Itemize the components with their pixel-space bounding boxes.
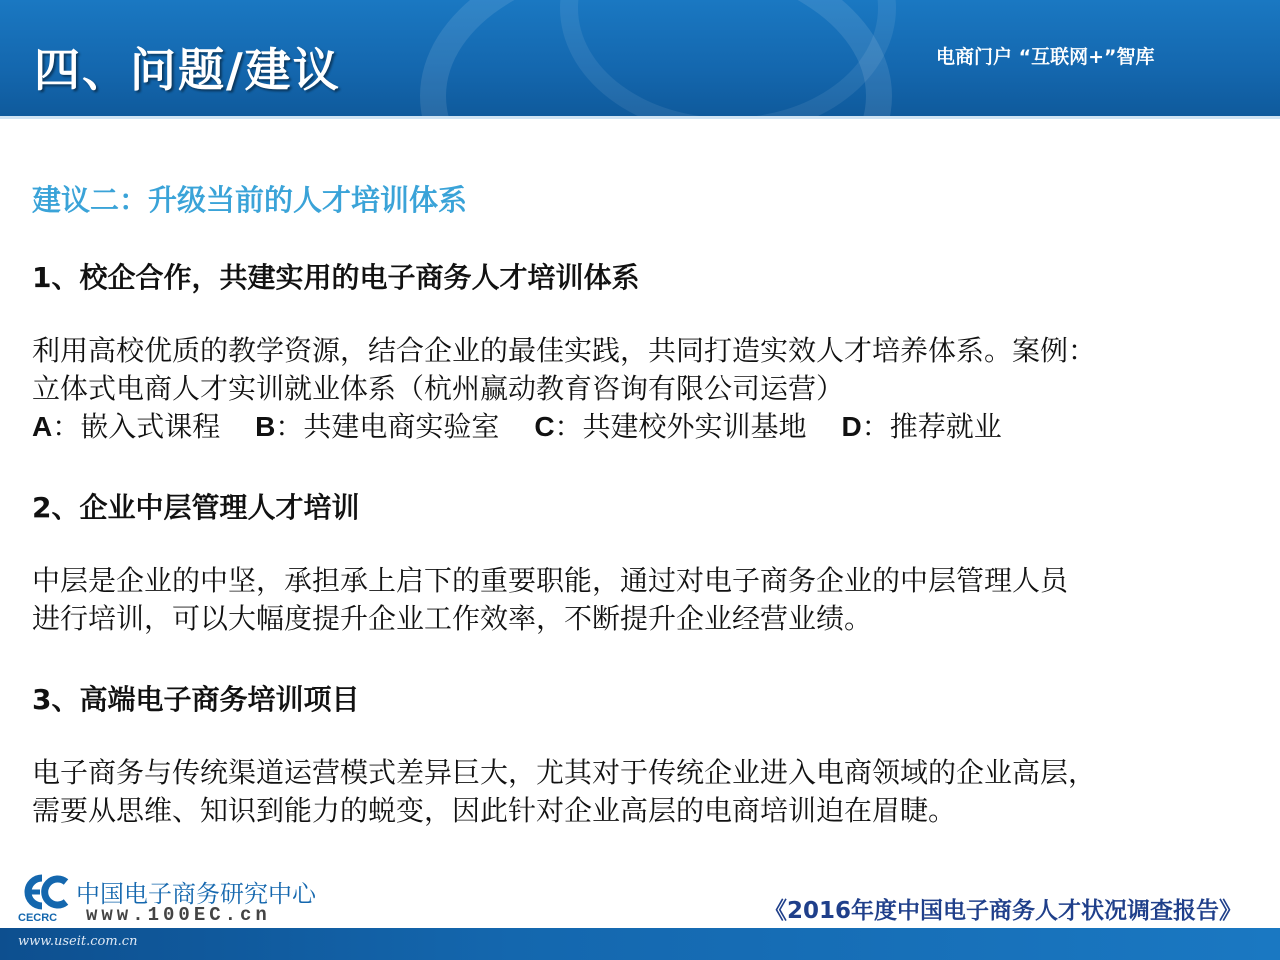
section-heading-3: 3、高端电子商务培训项目 [32, 683, 360, 716]
body-line: 中层是企业的中坚，承担承上启下的重要职能，通过对电子商务企业的中层管理人员 [32, 564, 1069, 597]
body-line: 立体式电商人才实训就业体系（杭州赢动教育咨询有限公司运营） [32, 372, 845, 405]
cecrc-logo [16, 872, 316, 926]
section-body-2 [32, 562, 1252, 638]
logo-abbreviation: CECRC [18, 912, 58, 924]
case-item-b: B：共建电商实验室 [255, 410, 500, 443]
body-line: 电子商务与传统渠道运营模式差异巨大，尤其对于传统企业进入电商领域的企业高层， [32, 756, 1097, 789]
case-item-d: D：推荐就业 [841, 410, 1002, 443]
case-items [32, 408, 1252, 446]
header-banner [0, 0, 1280, 116]
bottom-bar [0, 928, 1280, 960]
report-title: 《2016年度中国电子商务人才状况调查报告》 [764, 898, 1243, 924]
watermark: www.useit.com.cn [18, 934, 138, 949]
case-item-c: C：共建校外实训基地 [534, 410, 807, 443]
section-heading-1: 1、校企合作，共建实用的电子商务人才培训体系 [32, 261, 640, 294]
slide-title: 四、问题/建议 [34, 43, 341, 97]
logo-name: 中国电子商务研究中心 [76, 880, 316, 908]
header-divider [0, 116, 1280, 119]
ec-logo-icon [16, 874, 72, 910]
section-heading-2: 2、企业中层管理人才培训 [32, 491, 360, 524]
section-body-1 [32, 332, 1252, 446]
section-body-3 [32, 754, 1252, 830]
header-tagline: 电商门户 “互联网+”智库 [936, 46, 1155, 68]
logo-url: www.100EC.cn [86, 904, 271, 926]
body-line: 利用高校优质的教学资源，结合企业的最佳实践，共同打造实效人才培养体系。案例： [32, 334, 1097, 367]
body-line: 需要从思维、知识到能力的蜕变，因此针对企业高层的电商培训迫在眉睫。 [32, 794, 957, 827]
case-item-a: A：嵌入式课程 [32, 410, 221, 443]
section-subtitle: 建议二：升级当前的人才培训体系 [32, 183, 468, 217]
decorative-swirl [560, 0, 896, 116]
body-line: 进行培训，可以大幅度提升企业工作效率，不断提升企业经营业绩。 [32, 602, 873, 635]
